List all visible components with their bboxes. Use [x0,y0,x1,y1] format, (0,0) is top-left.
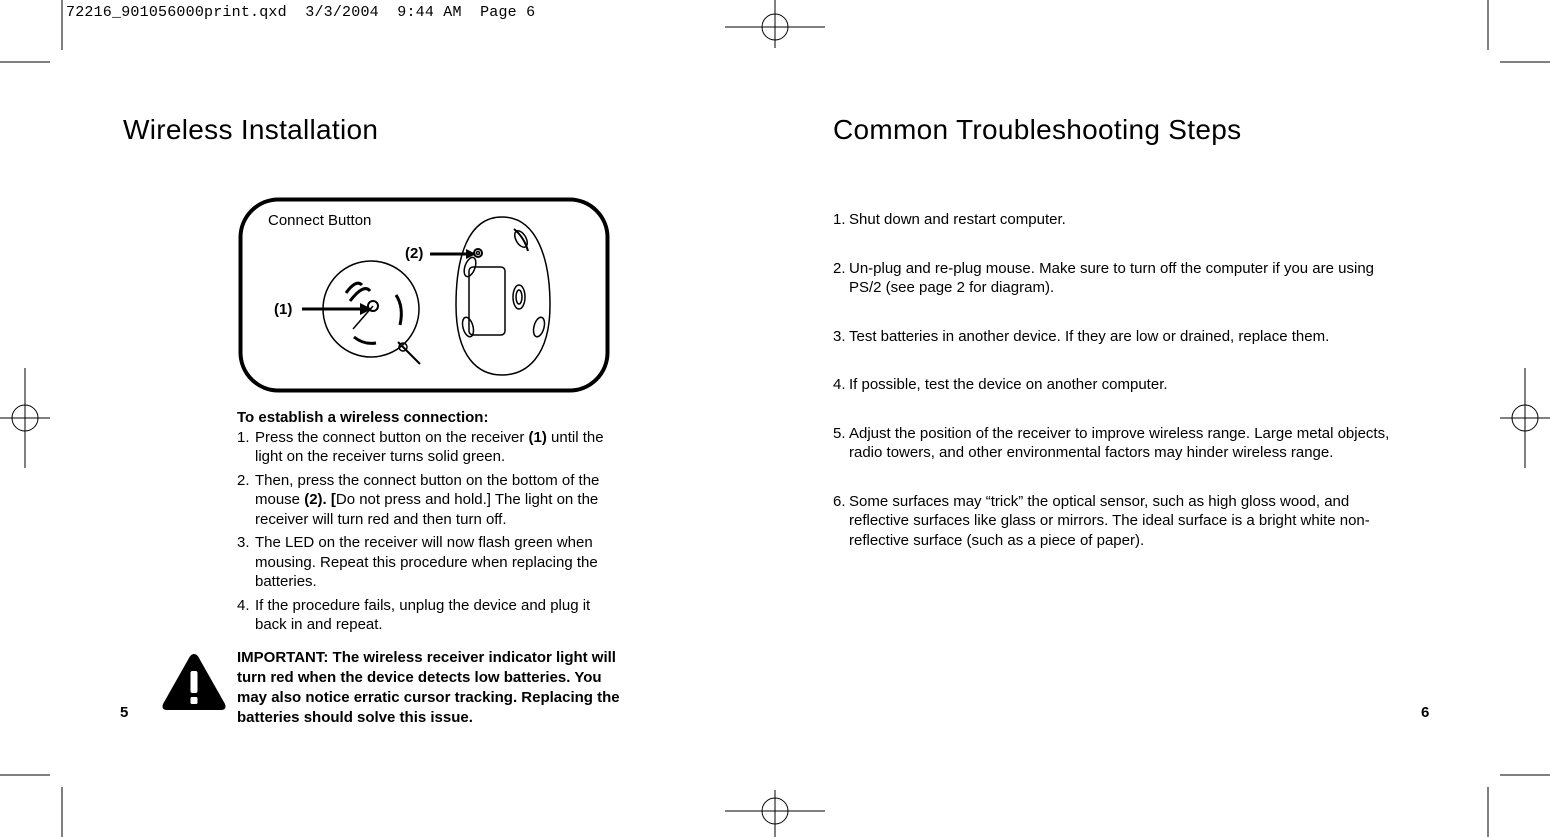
right-page-number: 6 [1421,704,1430,721]
item-text: If possible, test the device on another computer. [849,376,1168,393]
left-page-number: 5 [120,704,129,721]
instruction-step [237,533,617,592]
step-number: 4. [237,596,250,614]
right-page-title: Common Troubleshooting Steps [833,114,1242,145]
step-text: If the procedure fails, unplug the device and plug it back in and repeat. [255,596,591,633]
item-number: 1. [833,211,846,228]
troubleshooting-item [833,210,1403,230]
troubleshooting-list [833,210,1403,550]
instruction-step [237,596,617,635]
instruction-step [237,471,617,530]
troubleshooting-item [833,492,1403,551]
receiver-icon [323,261,420,364]
item-number: 4. [833,376,846,393]
item-text: Un-plug and re-plug mouse. Make sure to turn off the computer if you are using PS/2 (see page 2 for diagram). [849,259,1375,296]
item-text: Some surfaces may “trick” the optical sensor, such as high gloss wood, and reflective surfaces like glass or mirrors. The ideal surface is a bright white non-reflective surface (such as a piece of paper). [849,492,1370,549]
instruction-step [237,428,617,467]
item-text: Shut down and restart computer. [849,211,1066,228]
marker-mouse: (2) [405,245,424,262]
warning-icon [160,651,228,713]
step-text: Then, press the connect button on the bottom of the mouse (2). [Do not press and hold.] The light on the receiver will turn red and then turn off. [255,471,600,528]
left-page-title: Wireless Installation [123,114,379,145]
item-number: 5. [833,424,846,442]
troubleshooting-item [833,327,1403,347]
step-number: 3. [237,534,250,551]
receiver-mouse-diagram [238,197,610,393]
instructions-heading: To establish a wireless connection: [237,409,489,426]
item-text: Adjust the position of the receiver to improve wireless range. Large metal objects, radio towers, and other environmental factors may hinder wireless range. [849,424,1390,461]
troubleshooting-item [833,259,1403,298]
item-text: Test batteries in another device. If they are low or drained, replace them. [849,327,1330,345]
step-text: The LED on the receiver will now flash green when mousing. Repeat this procedure when replacing the batteries. [255,534,598,590]
item-number: 6. [833,492,846,510]
mouse-icon [456,217,550,375]
item-number: 3. [833,327,846,345]
troubleshooting-item [833,375,1403,395]
figure-caption: Connect Button [268,212,372,229]
connect-button-figure [238,197,610,393]
step-number: 1. [237,428,250,446]
marker-receiver: (1) [274,301,293,318]
wireless-instructions [237,408,617,639]
important-note: IMPORTANT: The wireless receiver indicator light will turn red when the device detects low batteries. You may also notice erratic cursor tracking. Replacing the batteries should solve this issue. [237,649,620,726]
step-text: Press the connect button on the receiver (1) until the light on the receiver turns solid green. [255,428,604,465]
print-slug: 72216_901056000print.qxd 3/3/2004 9:44 AM Page 6 [66,4,536,21]
troubleshooting-item [833,424,1403,463]
item-number: 2. [833,259,846,277]
step-number: 2. [237,471,250,489]
